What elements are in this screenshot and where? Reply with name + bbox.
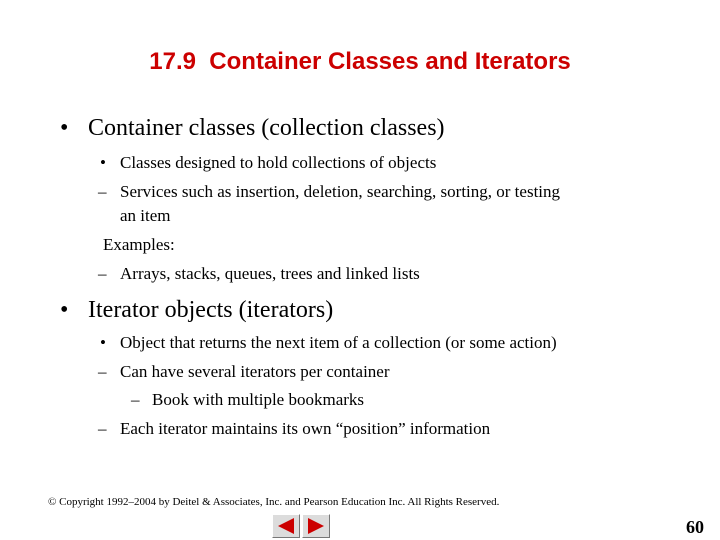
bullet-iterator-objects: Iterator objects (iterators) [88,297,334,323]
sub-bullet-next-item: Object that returns the next item of a collection (or some action) [120,333,557,352]
examples-label: Examples: [103,235,175,254]
dash-marker: – [131,390,140,409]
slide-title: 17.9 Container Classes and Iterators [149,48,571,75]
copyright-notice: © Copyright 1992–2004 by Deitel & Associates, Inc. and Pearson Education Inc. All Rights Reserved. [48,496,500,508]
sub-bullet-hold-collections: Classes designed to hold collections of objects [120,153,437,172]
dash-marker: – [98,182,107,201]
sub-bullet-marker: • [100,153,106,172]
next-slide-button[interactable] [302,514,330,538]
sub-bullet-services: Services such as insertion, deletion, searching, sorting, or testing [120,182,561,201]
page-number: 60 [686,517,704,537]
sub-bullet-examples-list: Arrays, stacks, queues, trees and linked lists [120,264,420,283]
left-triangle-icon [276,517,296,535]
previous-slide-button[interactable] [272,514,300,538]
sub-sub-bullet-bookmarks: Book with multiple bookmarks [152,390,365,409]
sub-bullet-services-cont: an item [120,206,171,225]
bullet-marker: • [60,297,69,323]
sub-bullet-several-iterators: Can have several iterators per container [120,362,390,381]
dash-marker: – [98,419,107,438]
bullet-container-classes: Container classes (collection classes) [88,115,445,141]
bullet-marker: • [60,115,69,141]
dash-marker: – [98,264,107,283]
right-triangle-icon [306,517,326,535]
sub-bullet-marker: • [100,333,106,352]
dash-marker: – [98,362,107,381]
sub-bullet-position-info: Each iterator maintains its own “position” information [120,419,491,438]
